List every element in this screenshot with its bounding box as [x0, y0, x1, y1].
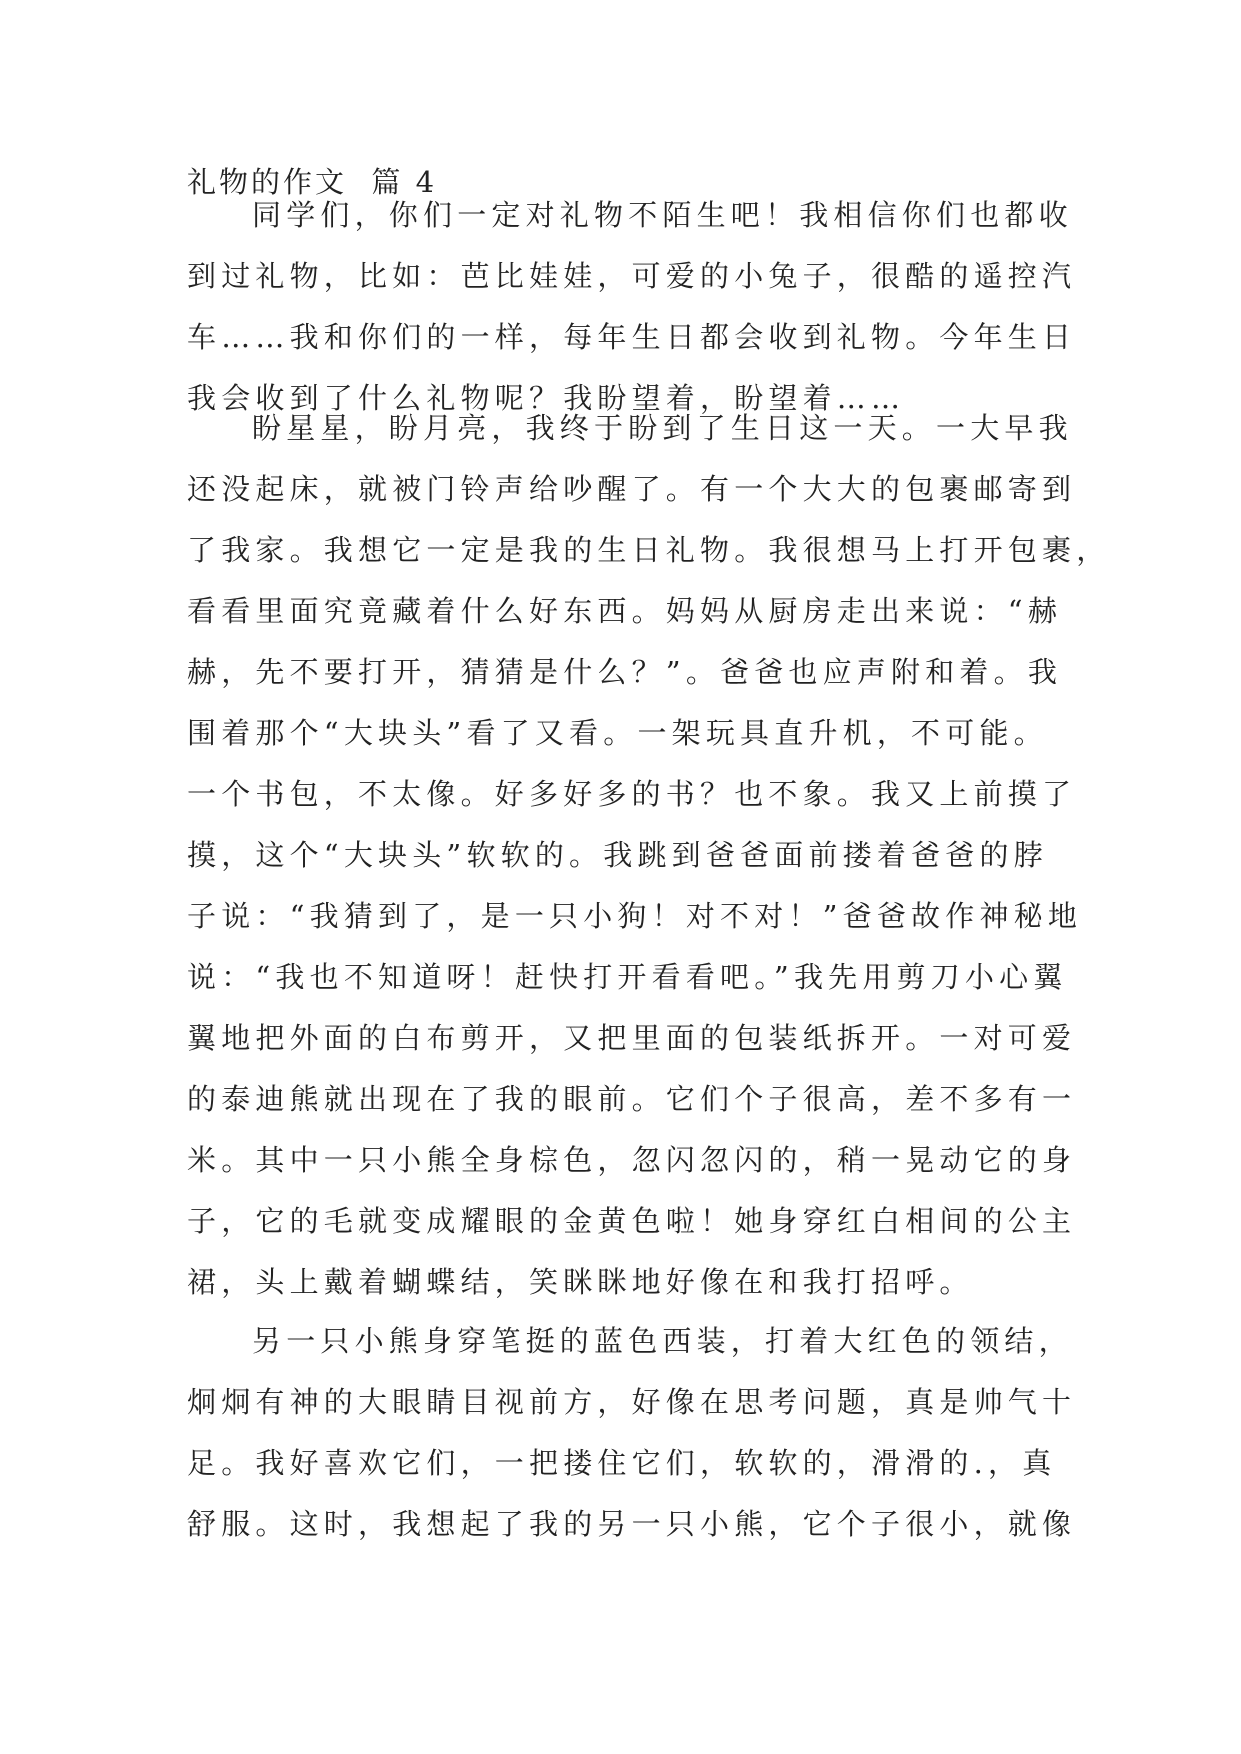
paragraph-line: 翼地把外面的白布剪开，又把里面的包装纸拆开。一对可爱: [187, 1021, 1077, 1055]
paragraph-line: 说：“我也不知道呀！赶快打开看看吧。”我先用剪刀小心翼: [187, 960, 1068, 994]
paragraph-line: 了我家。我想它一定是我的生日礼物。我很想马上打开包裹，: [187, 533, 1111, 567]
paragraph-line: 到过礼物，比如：芭比娃娃，可爱的小兔子，很酷的遥控汽: [187, 259, 1077, 293]
document-title: 礼物的作文 篇 4: [187, 165, 438, 199]
paragraph-line: 裙，头上戴着蝴蝶结，笑眯眯地好像在和我打招呼。: [187, 1265, 974, 1299]
paragraph-line: 我会收到了什么礼物呢？我盼望着，盼望着……: [187, 381, 906, 415]
paragraph-line: 足。我好喜欢它们，一把搂住它们，软软的，滑滑的.，真: [187, 1446, 1057, 1480]
paragraph-1: [187, 185, 1077, 429]
paragraph-line: 车……我和你们的一样，每年生日都会收到礼物。今年生日: [187, 320, 1077, 354]
paragraph-line: 米。其中一只小熊全身棕色，忽闪忽闪的，稍一晃动它的身: [187, 1143, 1077, 1177]
paragraph-line: 舒服。这时，我想起了我的另一只小熊，它个子很小，就像: [187, 1507, 1077, 1541]
paragraph-line: 赫，先不要打开，猜猜是什么？”。爸爸也应声附和着。我: [187, 655, 1063, 689]
paragraph-line: 盼星星，盼月亮，我终于盼到了生日这一天。一大早我: [252, 411, 1073, 445]
paragraph-line: 同学们，你们一定对礼物不陌生吧！我相信你们也都收: [252, 198, 1073, 232]
paragraph-line: 一个书包，不太像。好多好多的书？也不象。我又上前摸了: [187, 777, 1077, 811]
paragraph-line: 炯炯有神的大眼睛目视前方，好像在思考问题，真是帅气十: [187, 1385, 1077, 1419]
paragraph-line: 还没起床，就被门铃声给吵醒了。有一个大大的包裹邮寄到: [187, 472, 1077, 506]
paragraph-line: 围着那个“大块头”看了又看。一架玩具直升机，不可能。: [187, 716, 1048, 750]
paragraph-line: 的泰迪熊就出现在了我的眼前。它们个子很高，差不多有一: [187, 1082, 1077, 1116]
paragraph-line: 摸，这个“大块头”软软的。我跳到爸爸面前搂着爸爸的脖: [187, 838, 1048, 872]
paragraph-3: [187, 1311, 1077, 1555]
paragraph-line: 子，它的毛就变成耀眼的金黄色啦！她身穿红白相间的公主: [187, 1204, 1077, 1238]
paragraph-line: 子说：“我猜到了，是一只小狗！对不对！”爸爸故作神秘地: [187, 899, 1083, 933]
paragraph-2: [187, 398, 1111, 1313]
paragraph-line: 看看里面究竟藏着什么好东西。妈妈从厨房走出来说：“赫: [187, 594, 1063, 628]
paragraph-line: 另一只小熊身穿笔挺的蓝色西装，打着大红色的领结，: [252, 1324, 1073, 1358]
